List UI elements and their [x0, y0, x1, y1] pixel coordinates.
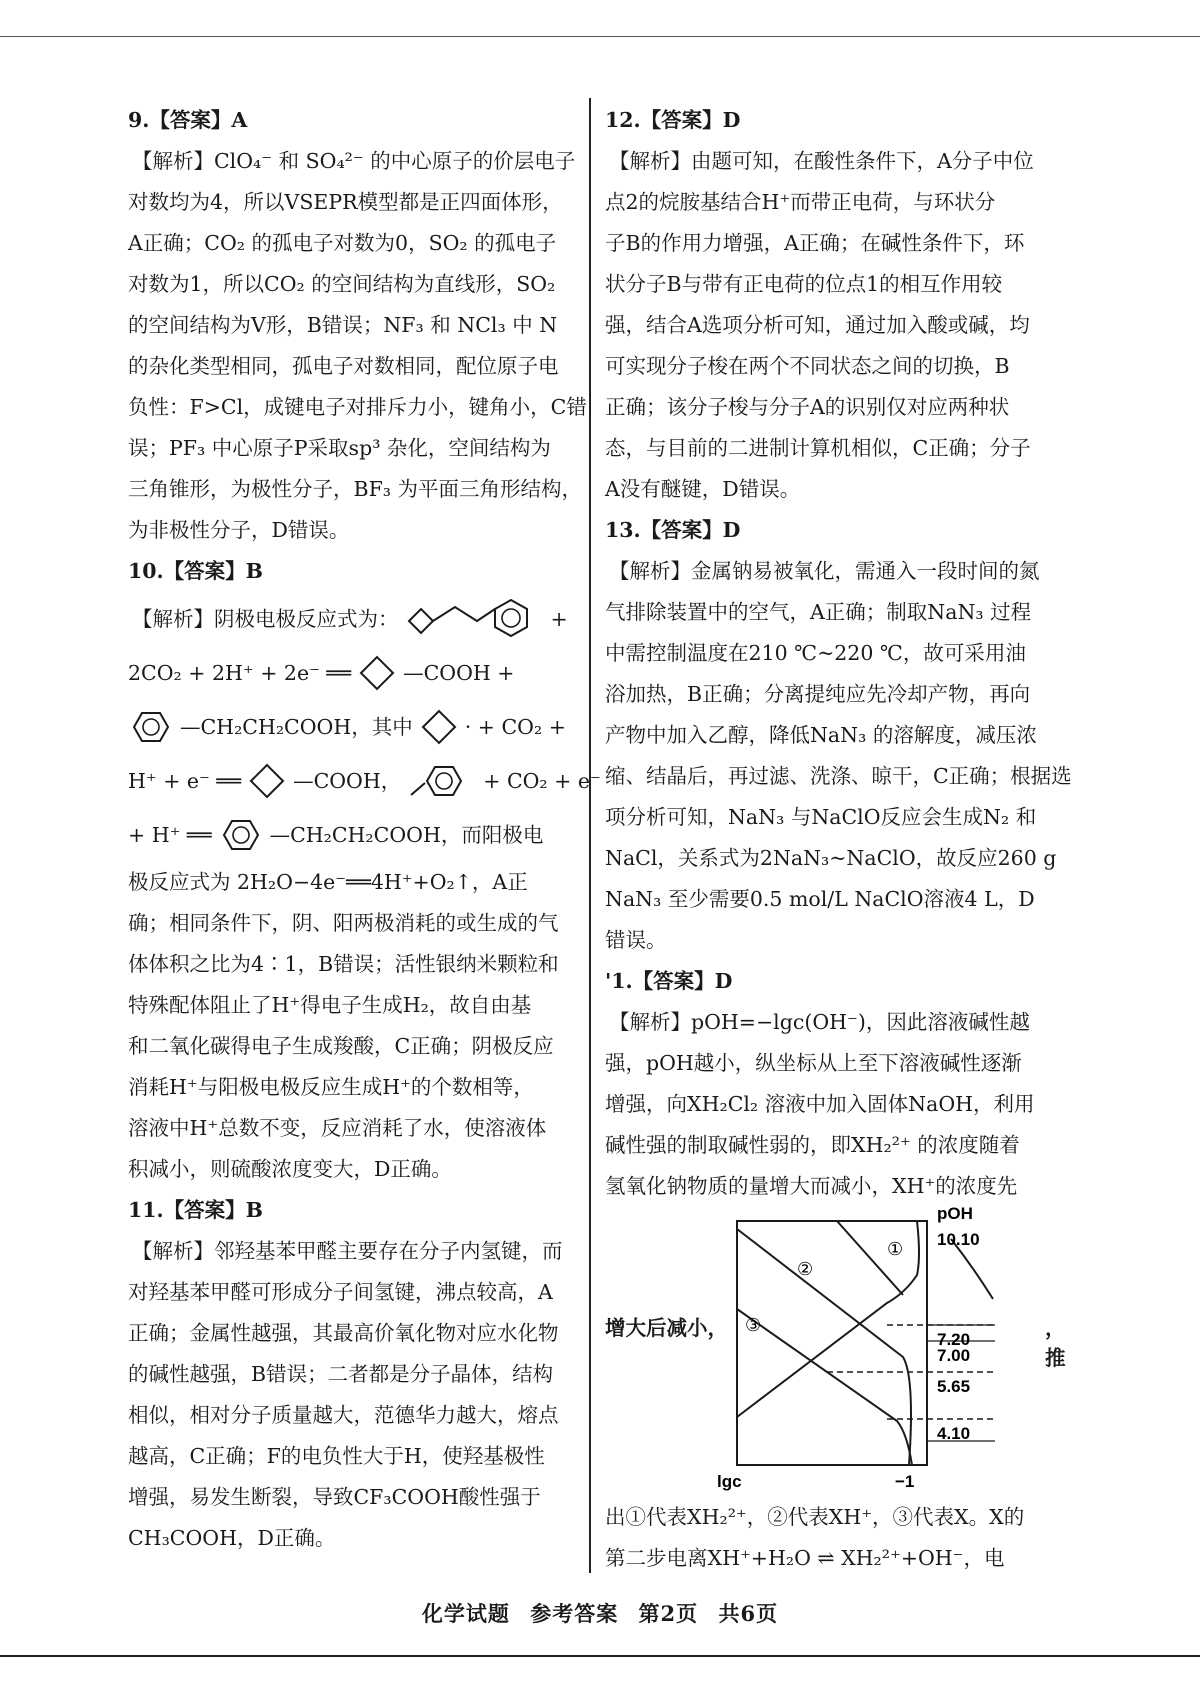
q13-answer-heading: 13.【答案】D	[605, 518, 741, 542]
x-axis-label: lgc	[717, 1472, 742, 1491]
text-segment: —CH₂CH₂COOH，而阳极电	[269, 823, 544, 847]
text-segment: + H⁺ ══	[128, 823, 212, 847]
series-line-3	[737, 1309, 912, 1465]
cyclobutyl-ethyl-benzene-structure	[405, 597, 545, 641]
text-line: 体体积之比为4∶1，B错误；活性银纳米颗粒和	[128, 952, 559, 976]
q13-explanation	[605, 551, 1075, 961]
q12-answer-heading: 12.【答案】D	[605, 108, 741, 132]
text-segment: 2CO₂ + 2H⁺ + 2e⁻ ══	[128, 661, 352, 685]
text-line: 子B的作用力增强，A正确；在碱性条件下，环	[605, 231, 1025, 255]
text-line: 碱性强的制取碱性弱的，即XH₂²⁺ 的浓度随着	[605, 1133, 1020, 1157]
text-line: 相似，相对分子质量越大，范德华力越大，熔点	[128, 1403, 559, 1427]
text-line: 增强，易发生断裂，导致CF₃COOH酸性强于	[128, 1485, 541, 1509]
text-segment: —CH₂CH₂COOH，其中	[180, 715, 413, 739]
text-segment: + CO₂ + e⁻	[483, 769, 601, 793]
q14-explanation	[605, 1002, 1075, 1579]
y-tick-label: 10.10	[937, 1230, 980, 1249]
equation-line	[128, 700, 580, 754]
text-line: 产物中加入乙醇，降低NaN₃ 的溶解度，减压浓	[605, 723, 1037, 747]
benzene-ring-structure	[218, 815, 264, 855]
q10-answer-heading: 10.【答案】B	[128, 559, 263, 583]
text-line: 强，结合A选项分析可知，通过加入酸或碱，均	[605, 313, 1030, 337]
text-line: 对数均为4，所以VSEPR模型都是正四面体形，	[128, 190, 563, 214]
text-line: 项分析可知，NaN₃ 与NaClO反应会生成N₂ 和	[605, 805, 1037, 829]
text-line: 的空间结构为V形，B错误；NF₃ 和 NCl₃ 中 N	[128, 313, 558, 337]
cyclobutyl-structure	[357, 653, 397, 693]
bottom-rule	[0, 1655, 1200, 1657]
equation-line	[128, 754, 601, 808]
top-rule	[0, 36, 1200, 37]
text-line: 越高，C正确；F的电负性大于H，使羟基极性	[128, 1444, 545, 1468]
text-line: 第二步电离XH⁺+H₂O ⇌ XH₂²⁺+OH⁻，电	[605, 1546, 1005, 1570]
text-line: 强，pOH越小，纵坐标从上至下溶液碱性逐渐	[605, 1051, 1022, 1075]
q11-explanation	[128, 1231, 580, 1559]
text-segment: 增大后减小，	[605, 1316, 728, 1340]
text-line: 为非极性分子，D错误。	[128, 518, 350, 542]
text-line: 点2的烷胺基结合H⁺而带正电荷，与环状分	[605, 190, 996, 214]
y-tick-label: 5.65	[937, 1376, 971, 1396]
text-line: 误；PF₃ 中心原子P采取sp³ 杂化，空间结构为	[128, 436, 551, 460]
text-line: 溶液中H⁺总数不变，反应消耗了水，使溶液体	[128, 1116, 547, 1140]
q10-explanation	[128, 592, 601, 1190]
text-line: 正确；该分子梭与分子A的识别仅对应两种状	[605, 395, 1010, 419]
text-line: 增强，向XH₂Cl₂ 溶液中加入固体NaOH，利用	[605, 1092, 1035, 1116]
text-line: 【解析】金属钠易被氧化，需通入一段时间的氮	[609, 559, 1040, 583]
y-tick-label: 7.20	[937, 1329, 971, 1349]
text-line: 状分子B与带有正电荷的位点1的相互作用较	[605, 272, 1003, 296]
text-segment: H⁺ + e⁻ ══	[128, 769, 242, 793]
series-label: ③	[745, 1315, 762, 1336]
page-footer	[0, 1598, 1200, 1628]
right-column	[605, 100, 1075, 1579]
text-line: 的碱性越强，B错误；二者都是分子晶体，结构	[128, 1362, 554, 1386]
q14-answer-heading: '1.【答案】D	[605, 969, 733, 993]
text-line: 态，与目前的二进制计算机相似，C正确；分子	[605, 436, 1031, 460]
text-line: 的杂化类型相同，孤电子对数相同，配位原子电	[128, 354, 559, 378]
footer-page: 第2页	[638, 1601, 699, 1626]
q12-explanation	[605, 141, 1075, 510]
text-line: 【解析】ClO₄⁻ 和 SO₄²⁻ 的中心原子的价层电子	[132, 149, 576, 173]
x-tick-label: −1	[895, 1472, 915, 1491]
left-column	[128, 100, 601, 1559]
text-line: A没有醚键，D错误。	[605, 477, 801, 501]
cyclobutyl-structure	[247, 761, 287, 801]
text-segment: +	[550, 607, 568, 631]
text-line: 浴加热，B正确；分离提纯应先冷却产物，再向	[605, 682, 1031, 706]
text-line: 缩、结晶后，再过滤、洗涤、晾干，C正确；根据选	[605, 764, 1072, 788]
cyclobutyl-structure	[419, 707, 459, 747]
text-line: NaN₃ 至少需要0.5 mol/L NaClO溶液4 L，D	[605, 887, 1035, 911]
text-line: 【解析】由题可知，在酸性条件下，A分子中位	[609, 149, 1034, 173]
text-segment: —COOH +	[403, 661, 515, 685]
series-label: ①	[887, 1239, 904, 1260]
text-line: 负性：F>Cl，成键电子对排斥力小，键角小，C错	[128, 395, 587, 419]
equation-line	[128, 592, 580, 646]
y-axis-label: pOH	[937, 1204, 973, 1223]
text-line: 和二氧化碳得电子生成羧酸，C正确；阴极反应	[128, 1034, 554, 1058]
text-line: 【解析】邻羟基苯甲醛主要存在分子内氢键，而	[132, 1239, 563, 1263]
poh-lgc-chart	[717, 1204, 1037, 1497]
text-line: NaCl，关系式为2NaN₃~NaClO，故反应260 g	[605, 846, 1057, 870]
footer-total: 共6页	[718, 1601, 779, 1626]
text-line: A正确；CO₂ 的孤电子对数为0，SO₂ 的孤电子	[128, 231, 557, 255]
text-segment: 【解析】阴极电极反应式为：	[132, 607, 399, 631]
text-line: 氢氧化钠物质的量增大而减小，XH⁺的浓度先	[605, 1174, 1018, 1198]
equation-line	[128, 646, 580, 700]
text-line: 出①代表XH₂²⁺，②代表XH⁺，③代表X。X的	[605, 1505, 1025, 1529]
q11-answer-heading: 11.【答案】B	[128, 1198, 263, 1222]
text-line: 可实现分子梭在两个不同状态之间的切换，B	[605, 354, 1010, 378]
text-segment: ，推	[1045, 1316, 1066, 1370]
series-line-2	[737, 1229, 911, 1465]
benzene-ring-structure	[128, 707, 174, 747]
column-divider	[589, 98, 591, 1573]
text-line: 中需控制温度在210 ℃~220 ℃，故可采用油	[605, 641, 1026, 665]
text-line: 三角锥形，为极性分子，BF₃ 为平面三角形结构，	[128, 477, 583, 501]
text-line: 对数为1，所以CO₂ 的空间结构为直线形，SO₂	[128, 272, 556, 296]
text-line: 积减小，则硫酸浓度变大，D正确。	[128, 1157, 452, 1181]
poh-chart-block	[605, 1204, 1075, 1497]
text-line: 【解析】pOH=−lgc(OH⁻)，因此溶液碱性越	[609, 1010, 1030, 1034]
y-tick-label: 7.00	[937, 1346, 971, 1366]
benzyl-radical-structure	[407, 761, 477, 801]
text-segment: —COOH，	[293, 769, 402, 793]
text-line: 正确；金属性越强，其最高价氧化物对应水化物	[128, 1321, 559, 1345]
q9-answer-heading: 9.【答案】A	[128, 108, 248, 132]
footer-subject: 化学试题	[421, 1601, 510, 1626]
text-line: 对羟基苯甲醛可形成分子间氢键，沸点较高，A	[128, 1280, 553, 1304]
text-line: 错误。	[605, 928, 667, 952]
series-label: ②	[797, 1259, 814, 1280]
y-tick-label: 4.10	[937, 1424, 971, 1443]
text-line: 特殊配体阻止了H⁺得电子生成H₂，故自由基	[128, 993, 532, 1017]
text-line: 消耗H⁺与阳极电极反应生成H⁺的个数相等，	[128, 1075, 534, 1099]
text-segment: · + CO₂ +	[464, 715, 566, 739]
text-line: CH₃COOH，D正确。	[128, 1526, 336, 1550]
q9-explanation	[128, 141, 587, 551]
text-line: 气排除装置中的空气，A正确；制取NaN₃ 过程	[605, 600, 1032, 624]
text-line: 确；相同条件下，阴、阳两极消耗的或生成的气	[128, 911, 559, 935]
equation-line	[128, 808, 580, 862]
text-line: 极反应式为 2H₂O−4e⁻══4H⁺+O₂↑，A正	[128, 870, 528, 894]
footer-label: 参考答案	[530, 1601, 619, 1626]
